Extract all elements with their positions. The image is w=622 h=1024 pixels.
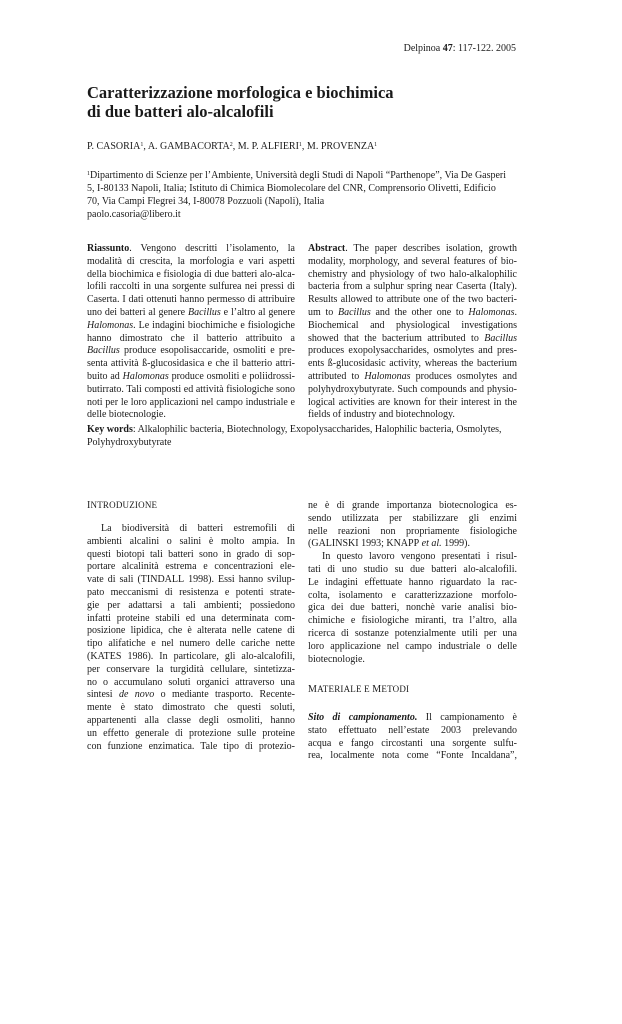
riassunto-line: butirrato. Tali composti ed attività fisiologiche sono xyxy=(87,383,295,395)
body-line: mente è stato dimostrato che questi soluti, xyxy=(87,702,295,714)
abstract-line: fields of industry and biotechnology. xyxy=(308,409,455,421)
body-line: gie per adattarsi a tali ambienti; possiedono xyxy=(87,599,295,611)
abstract-line: polyhydroxybutyrate. Such compounds and physio- xyxy=(308,383,517,395)
body-line: sendo utilizzata per stabilizzare gli enzimi xyxy=(308,512,517,524)
abstract-line: bacteria from a sulphur spring near Caserta (Italy). xyxy=(308,281,517,293)
body-line: no o accumulano soluti organici attraverso una xyxy=(87,676,295,688)
sito-campionamento-body xyxy=(308,712,517,763)
abstract-line: Abstract. The paper describes isolation, growth xyxy=(308,243,517,254)
title-line-1: Caratterizzazione morfologica e biochimica xyxy=(87,83,394,102)
section-heading-materiale-metodi: MATERIALE E METODI xyxy=(308,684,410,695)
abstract-line: logical activities are known for their interest in the xyxy=(308,396,517,408)
body-line: chimiche e fisiologiche miranti, tra l’altro, alla xyxy=(308,615,517,627)
body-line: sintesi de novo o mediante trasporto. Recente- xyxy=(87,689,295,701)
abstract-line: showed that the bacterium attributed to Bacillus xyxy=(308,332,517,344)
author: A. GAMBACORTA$^2$, xyxy=(147,141,238,152)
riassunto-line: noti per le loro applicazioni nel campo industriale e xyxy=(87,396,295,408)
body-line: con funzione enzimatica. Tale tipo di protezio- xyxy=(87,740,295,752)
riassunto-block xyxy=(87,243,295,422)
abstract-label: Abstract xyxy=(308,243,346,254)
riassunto-line: lofili raccolti in una sorgente sulfurea nei pressi di xyxy=(87,281,295,293)
riassunto-line: delle biotecnologie. xyxy=(87,409,166,421)
body-line: La biodiversità di batteri estremofili di xyxy=(101,523,295,534)
abstract-line: modality, morphology, and several features of bio- xyxy=(308,255,517,267)
journal-name: Delpinoa xyxy=(403,43,441,54)
title-line-2: di due batteri alo-alcalofili xyxy=(87,102,274,121)
body-line: ambienti alcalini o salini è molto ampia. In xyxy=(87,535,295,547)
body-line: (GALINSKI 1993; KNAPP et al. 1999). xyxy=(308,538,470,550)
abstract-line: produces exopolysaccharides, osmolytes and pres- xyxy=(308,345,517,357)
section-heading-introduzione: INTRODUZIONE xyxy=(87,500,158,511)
body-line: per conservare la turgidità cellulare, sintetizza- xyxy=(87,663,295,675)
body-line: stato effettuato nell’estate 2003 prelevando xyxy=(308,724,517,736)
body-line: questi biotopi tali batteri sono in grado di sop- xyxy=(87,548,295,560)
riassunto-line: Caserta. I dati ottenuti hanno permesso di attribuire xyxy=(87,294,295,306)
riassunto-line: Riassunto. Vengono descritti l’isolamento, la xyxy=(87,243,295,254)
keywords xyxy=(87,423,517,449)
body-line: Le indagini effettuate hanno riguardato la rac- xyxy=(308,576,517,588)
author: P. CASORIA$^1$, xyxy=(87,141,148,152)
affiliation-line: $^1$Dipartimento di Scienze per l’Ambiente, Università degli Studi di Napoli “Parthenope”, Via De Gasperi xyxy=(87,170,507,181)
body-line: loro applicazione nel campo industriale o delle xyxy=(308,640,517,652)
riassunto-label: Riassunto xyxy=(87,243,130,254)
abstract-block xyxy=(308,243,517,422)
body-line: pato meccanismi di resistenza e potenti strate- xyxy=(87,586,295,598)
riassunto-line: uno dei batteri al genere Bacillus e l’altro al genere xyxy=(87,306,296,318)
body-line: nelle reazioni non propriamente fisiologiche xyxy=(308,525,517,537)
journal-pages-year: : 117-122. 2005 xyxy=(452,43,516,54)
keywords-text: : Alkalophilic bacteria, Biotechnology, Exopolysaccharides, Halophilic bacteria, Osmolytes, xyxy=(132,424,502,435)
body-line: un effetto generale di protezione sulle proteine xyxy=(87,727,295,739)
riassunto-line: della biochimica e fisiologia di due batteri alo-alca- xyxy=(87,268,295,280)
author: M. P. ALFIERI$^1$, xyxy=(237,141,307,152)
body-line: portare alcalinità estrema e concentrazioni ele- xyxy=(87,561,295,573)
body-line: ricerca di sostanze potenzialmente utili per una xyxy=(308,627,517,639)
body-line: posizione lipidica, che è alterata nelle catene di xyxy=(87,625,295,637)
keywords-text-cont: Polyhydroxybutyrate xyxy=(87,437,172,448)
body-line: vate di sali (TINDALL 1998). Essi hanno svilup- xyxy=(87,574,295,586)
body-line: tipo alifatiche e nel numero delle cariche nette xyxy=(87,638,295,650)
keywords-label: Key words xyxy=(87,424,133,435)
abstract-line: Biochemical and physiological investigations xyxy=(308,319,517,331)
article-title xyxy=(87,83,527,121)
riassunto-line: Halomonas. Le indagini biochimiche e fisiologiche xyxy=(87,319,295,331)
affiliation-line: 5, I-80133 Napoli, Italia; Istituto di Chimica Biomolecolare del CNR, Comprensorio Olivetti, Edificio xyxy=(87,183,496,194)
journal-citation xyxy=(404,43,516,54)
introduzione-body xyxy=(87,523,295,753)
body-line: acqua e fango circostanti una sorgente sulfu- xyxy=(308,737,517,749)
riassunto-line: modalità di crescita, la morfologia e vari aspetti xyxy=(87,255,295,267)
body-line: gica dei due batteri, nonchè varie analisi bio- xyxy=(308,602,517,614)
body-line: rea, localmente nota come “Fonte Incaldana”, xyxy=(308,750,517,762)
affiliations xyxy=(87,168,527,221)
body-line: In questo lavoro vengono presentati i risul- xyxy=(322,551,517,563)
body-line: (KATES 1986). In particolare, gli alo-alcalofili, xyxy=(87,650,295,662)
body-line: infatti proteine stabili ed una determinata com- xyxy=(87,612,295,624)
riassunto-line: senta attività ß-glucosidasica e che il batterio attri- xyxy=(87,358,295,370)
body-line: Sito di campionamento. Il campionamento è xyxy=(308,712,517,723)
body-line: appartenenti alla classe degli osmoliti, hanno xyxy=(87,714,295,726)
author: M. PROVENZA$^1$ xyxy=(306,141,378,152)
introduzione-body-cont xyxy=(308,500,517,666)
abstract-line: chemistry and physiology of two halo-alkalophilic xyxy=(308,268,517,280)
sito-label: Sito di campionamento. xyxy=(308,712,418,723)
riassunto-line: hanno dimostrato che il batterio attribuito a xyxy=(87,332,295,344)
author-email: paolo.casoria@libero.it xyxy=(87,209,181,220)
abstract-line: ents ß-glucosidasic activity, whereas the bacterium xyxy=(308,358,517,370)
author-list xyxy=(87,141,377,152)
body-line: ne è di grande importanza biotecnologica es- xyxy=(308,500,517,511)
body-line: colta, isolamento e caratterizzazione morfolo- xyxy=(308,589,517,601)
affiliation-line: 70, Via Campi Flegrei 34, I-80078 Pozzuoli (Napoli), Italia xyxy=(87,196,325,207)
riassunto-line: Bacillus produce esopolisaccaride, osmoliti e pre- xyxy=(87,345,295,357)
journal-volume: 47 xyxy=(442,43,453,54)
abstract-line: Results allowed to attribute one of the two bacteri- xyxy=(308,294,517,306)
abstract-line: attributed to Halomonas produces osmolytes and xyxy=(308,370,517,382)
riassunto-line: buito ad Halomonas produce osmoliti e poliidrossi- xyxy=(87,370,295,382)
abstract-line: um to Bacillus and the other one to Halomonas. xyxy=(308,306,518,318)
body-line: biotecnologie. xyxy=(308,653,365,665)
body-line: tati di uno studio su due batteri alo-alcalofili. xyxy=(308,563,517,575)
